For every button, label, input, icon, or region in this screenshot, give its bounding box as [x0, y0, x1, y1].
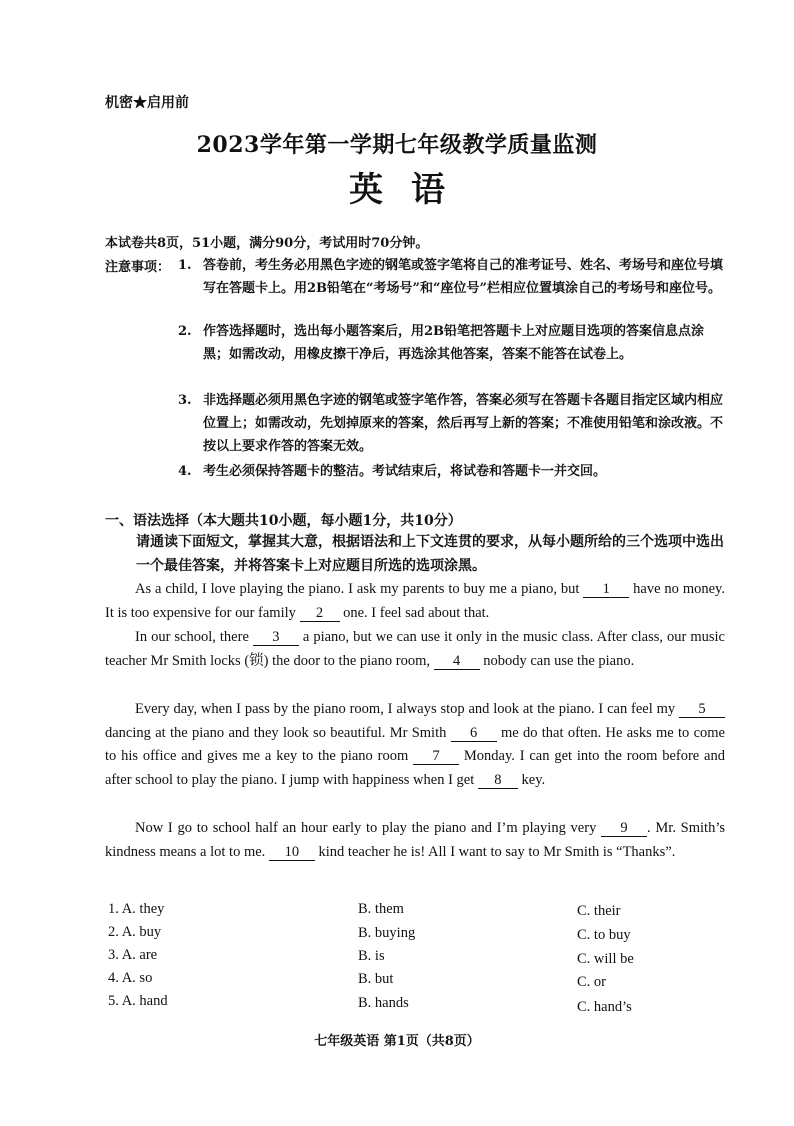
option-2c: C. to buy — [577, 927, 631, 943]
passage-text: Every day, when I pass by the piano room, I always stop and look at the piano. I can feel my — [135, 701, 679, 717]
section-instruction: 请通读下面短文，掌握其大意，根据语法和上下文连贯的要求，从每小题所给的三个选项中选出一个最佳答案，并将答案卡上对应题目所选的选项涂黑。 — [136, 534, 724, 574]
passage-paragraph-4 — [105, 817, 725, 864]
passage-text: . Mr. Smith’s kindness means a lot to me. — [105, 820, 725, 860]
passage-text: Monday. I can get into the room before and after school to play the piano. I jump with happiness when I get — [105, 748, 725, 788]
blank-9: 9 — [601, 820, 647, 837]
note-text: 答卷前，考生务必用黑色字迹的钢笔或签字笔将自己的准考证号、姓名、考场号和座位号填写在答题卡上。用2B铅笔在“考场号”和“座位号”栏相应位置填涂自己的考场号和座位号。 — [203, 258, 724, 296]
subject-title: 英语 — [349, 170, 473, 210]
note-number: 3. — [178, 393, 192, 408]
blank-10: 10 — [269, 844, 315, 861]
passage-text: have no money. It is too expensive for our family — [105, 581, 725, 621]
option-4b: B. but — [358, 971, 394, 987]
option-5a: 5. A. hand — [108, 993, 168, 1009]
passage-text: one. I feel sad about that. — [339, 604, 490, 621]
option-2a: 2. A. buy — [108, 924, 162, 940]
option-5b: B. hands — [358, 995, 409, 1011]
option-1a: 1. A. they — [108, 901, 165, 917]
note-number: 4. — [178, 464, 192, 479]
notes-label: 注意事项： — [105, 260, 171, 275]
passage-text: me do that often. He asks me to come to his office and gives me a key to the piano room — [105, 724, 725, 764]
option-4c: C. or — [577, 974, 606, 990]
note-text: 作答选择题时，选出每小题答案后，用2B铅笔把答题卡上对应题目选项的答案信息点涂黑；如需改动，用橡皮擦干净后，再选涂其他答案，答案不能答在试卷上。 — [203, 324, 705, 362]
option-1c: C. their — [577, 903, 621, 919]
passage-text: nobody can use the piano. — [479, 652, 635, 669]
option-3b: B. is — [358, 948, 385, 964]
note-item-1 — [178, 254, 730, 324]
confidential-label: 机密★启用前 — [105, 95, 189, 111]
passage-paragraph-2 — [105, 626, 725, 673]
passage-text: key. — [517, 771, 546, 788]
note-number: 2. — [178, 324, 192, 339]
note-text: 非选择题必须用黑色字迹的钢笔或签字笔作答，答案必须写在答题卡各题目指定区域内相应位置上；如需改动，先划掉原来的答案，然后再写上新的答案；不准使用铅笔和涂改液。不按以上要求作答的答案无效。 — [203, 393, 724, 454]
passage-text: dancing at the piano and they look so beautiful. Mr Smith — [105, 724, 451, 741]
note-item-3 — [178, 389, 730, 459]
option-4a: 4. A. so — [108, 970, 153, 986]
blank-7: 7 — [413, 748, 459, 765]
note-text: 考生必须保持答题卡的整洁。考试结束后，将试卷和答题卡一并交回。 — [203, 464, 607, 479]
blank-8: 8 — [478, 772, 518, 789]
blank-2: 2 — [300, 605, 340, 622]
blank-6: 6 — [451, 725, 497, 742]
option-3c: C. will be — [577, 951, 634, 967]
passage-text: In our school, there — [135, 629, 253, 645]
passage-text: kind teacher he is! All I want to say to Mr Smith is “Thanks”. — [314, 843, 676, 860]
section-heading: 一、语法选择（本大题共10小题，每小题1分，共10分） — [105, 513, 462, 529]
option-3a: 3. A. are — [108, 947, 158, 963]
exam-intro: 本试卷共8页，51小题，满分90分，考试用时70分钟。 — [105, 236, 429, 251]
blank-4: 4 — [434, 653, 480, 670]
page-footer: 七年级英语 第1页（共8页） — [314, 1034, 480, 1049]
exam-title: 2023学年第一学期七年级教学质量监测 — [196, 132, 598, 158]
note-item-4 — [178, 460, 730, 485]
passage-text: a piano, but we can use it only in the music class. After class, our music teacher Mr Smith locks (锁) the door to the piano room, — [105, 629, 725, 669]
option-5c: C. hand’s — [577, 999, 632, 1015]
passage-text: As a child, I love playing the piano. I ask my parents to buy me a piano, but — [135, 581, 584, 597]
option-2b: B. buying — [358, 925, 416, 941]
note-item-2 — [178, 320, 730, 390]
passage-text: Now I go to school half an hour early to play the piano and I’m playing very — [135, 820, 602, 836]
blank-1: 1 — [583, 581, 629, 598]
passage-paragraph-1 — [105, 578, 725, 625]
blank-5: 5 — [679, 701, 725, 718]
blank-3: 3 — [253, 629, 299, 646]
note-number: 1. — [178, 258, 192, 273]
option-1b: B. them — [358, 901, 404, 917]
passage-paragraph-3 — [105, 698, 725, 792]
